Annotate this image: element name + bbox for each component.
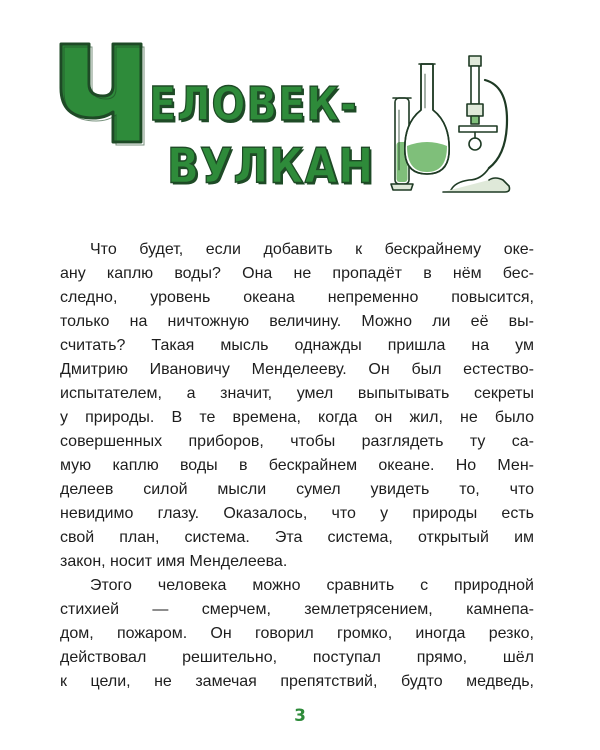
text-line: мую каплю воды в бескрайнем океане. Но Мен- bbox=[60, 457, 534, 474]
page-number: 3 bbox=[294, 706, 306, 726]
drop-cap bbox=[55, 38, 147, 148]
title-line-2: ВУЛКАН bbox=[167, 137, 375, 194]
text-line: считать? Такая мысль однажды пришла на ум bbox=[60, 337, 534, 354]
text-line: стихией — смерчем, землетрясением, камнепа- bbox=[60, 601, 534, 618]
text-line: только на ничтожную величину. Можно ли её вы- bbox=[60, 313, 534, 330]
text-line: Этого человека можно сравнить с природной bbox=[90, 577, 534, 594]
text-line: ану каплю воды? Она не пропадёт в нём бес- bbox=[60, 265, 534, 282]
paragraph-1 bbox=[60, 238, 534, 574]
text-line: совершенных приборов, чтобы разглядеть ту са- bbox=[60, 433, 534, 450]
drop-cap-letter: Ч bbox=[97, 90, 105, 101]
text-line: у природы. В те времена, когда он жил, не было bbox=[60, 409, 534, 426]
text-line: свой план, система. Эта система, открытый им bbox=[60, 529, 534, 546]
text-line: действовал решительно, поступал прямо, шёл bbox=[60, 649, 534, 666]
paragraph-2 bbox=[60, 574, 534, 694]
microscope-icon bbox=[443, 56, 510, 192]
text-line: делеев силой мысли сумел увидеть то, что bbox=[60, 481, 534, 498]
text-line: дом, пожаром. Он говорил громко, иногда резко, bbox=[60, 625, 534, 642]
text-line: к цели, не замечая препятствий, будто медведь, bbox=[60, 673, 534, 690]
flask-icon bbox=[405, 64, 449, 174]
text-line: Что будет, если добавить к бескрайнему оке- bbox=[90, 241, 534, 258]
text-line: испытателем, а значит, умел выпытывать секреты bbox=[60, 385, 534, 402]
text-line: Дмитрию Ивановичу Менделееву. Он был естество- bbox=[60, 361, 534, 378]
text-line: невидимо глазу. Оказалось, что у природы есть bbox=[60, 505, 534, 522]
text-line: закон, носит имя Менделеева. bbox=[60, 553, 288, 570]
title-line-1: ЕЛОВЕК- bbox=[149, 78, 358, 132]
chapter-text bbox=[60, 238, 534, 694]
lab-glassware-illustration bbox=[385, 50, 520, 200]
chapter-title bbox=[55, 38, 375, 198]
text-line: следно, уровень океана непременно повысится, bbox=[60, 289, 534, 306]
